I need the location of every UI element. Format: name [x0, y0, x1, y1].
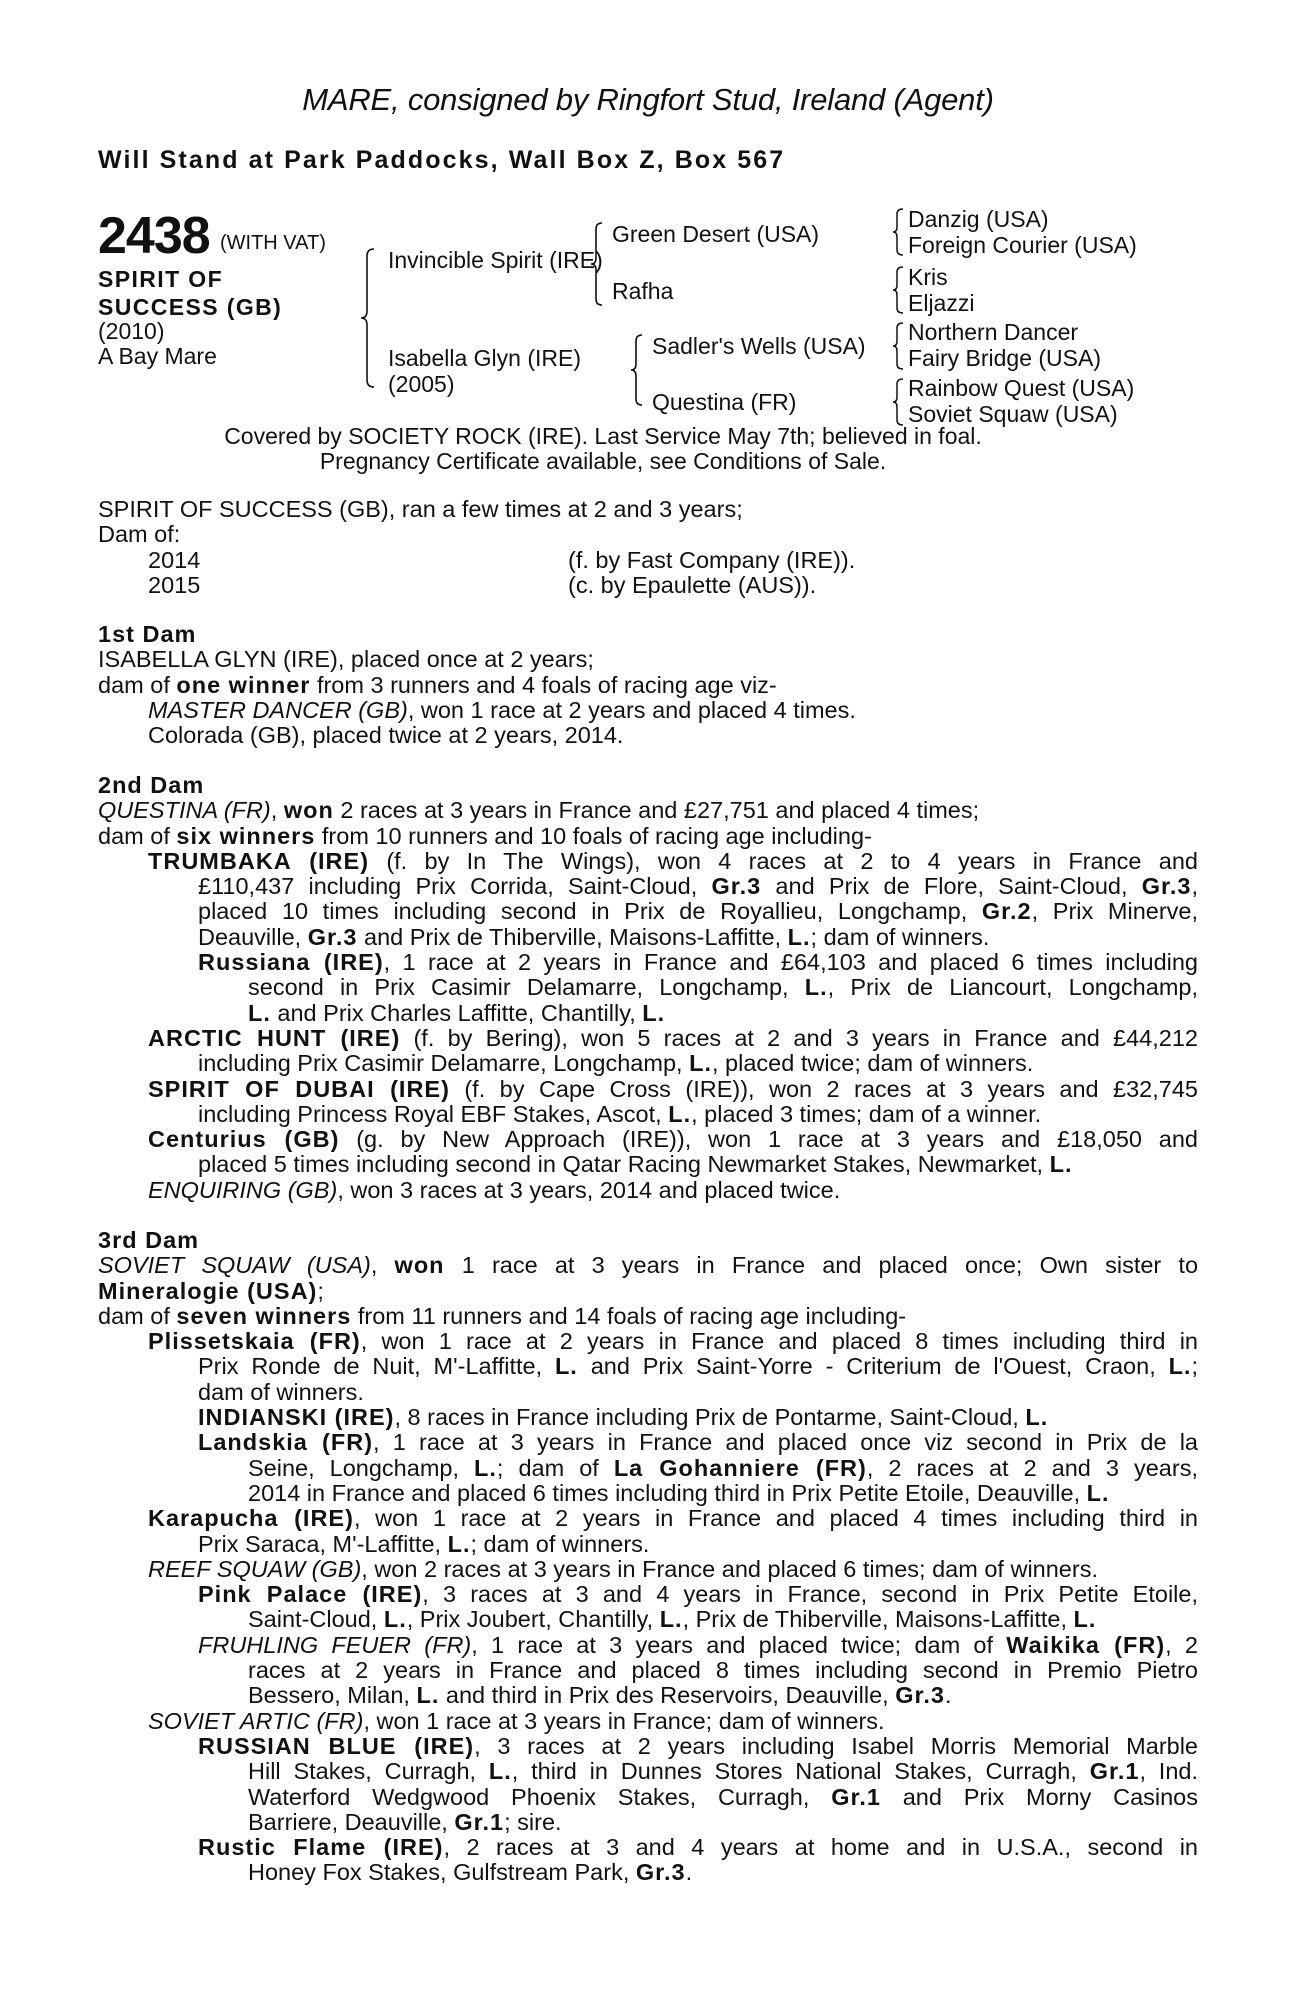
pedigree-sire-sire: Green Desert (USA): [612, 221, 820, 247]
progeny-line: FRUHLING FEUER (FR), 1 race at 3 years and placed twice; dam of Waikika (FR), 2: [198, 1631, 1199, 1658]
produce-year: 2015: [148, 571, 201, 598]
progeny-line: Prix Ronde de Nuit, M'-Laffitte, L. and Prix Saint-Yorre - Criterium de l'Ouest, Craon, L.;: [198, 1353, 1198, 1380]
pedigree-brace-dam: [630, 334, 644, 406]
pedigree-brace-sd: [892, 266, 904, 314]
pedigree-brace-ds: [892, 322, 904, 370]
pedigree-ssd: Foreign Courier (USA): [908, 232, 1137, 258]
produce-detail: (f. by Fast Company (IRE)).: [568, 546, 856, 573]
progeny-line: INDIANSKI (IRE), 8 races in France including Prix de Pontarme, Saint-Cloud, L.: [198, 1404, 1049, 1431]
pedigree-dam: Isabella Glyn (IRE): [388, 345, 582, 371]
pedigree-dss: Northern Dancer: [908, 319, 1079, 345]
progeny-line: races at 2 years in France and placed 8 times including second in Premio Pietro: [248, 1657, 1198, 1684]
progeny-line: SPIRIT OF DUBAI (IRE) (f. by Cape Cross (IRE)), won 2 races at 3 years and £32,745: [148, 1075, 1198, 1102]
pedigree-sdd: Eljazzi: [908, 290, 975, 316]
progeny-line: Karapucha (IRE), won 1 race at 2 years in France and placed 4 times including third in: [148, 1505, 1198, 1532]
produce-row: [98, 548, 1198, 573]
first-dam-section: [98, 622, 1198, 748]
pedigree-brace-dd: [892, 378, 904, 426]
covered-line1: Covered by SOCIETY ROCK (IRE). Last Service May 7th; believed in foal.: [224, 423, 982, 449]
progeny-line: Pink Palace (IRE), 3 races at 3 and 4 years in France, second in Prix Petite Etoile,: [198, 1581, 1198, 1608]
pedigree-sire-dam: Rafha: [612, 278, 674, 304]
pedigree-dam-year: (2005): [388, 371, 455, 397]
progeny-line: Rustic Flame (IRE), 2 races at 3 and 4 years at home and in U.S.A., second in: [198, 1834, 1198, 1861]
dam-line: dam of six winners from 10 runners and 10 foals of racing age including-: [98, 822, 872, 849]
progeny-line: Seine, Longchamp, L.; dam of La Gohanniere (FR), 2 races at 2 and 3 years,: [248, 1454, 1198, 1481]
horse-name: [98, 265, 282, 321]
produce-year: 2014: [148, 546, 201, 573]
consignment-heading: MARE, consigned by Ringfort Stud, Ireland (Agent): [302, 82, 994, 117]
covered-line2: Pregnancy Certificate available, see Conditions of Sale.: [319, 448, 887, 474]
horse-name-line1: SPIRIT OF: [98, 266, 224, 292]
vat-note: (WITH VAT): [220, 232, 326, 254]
produce-row: [98, 573, 1198, 598]
pedigree-ddd: Soviet Squaw (USA): [908, 401, 1118, 427]
progeny-line: Plissetskaia (FR), won 1 race at 2 years in France and placed 8 times including third in: [148, 1328, 1198, 1355]
progeny-line: ARCTIC HUNT (IRE) (f. by Bering), won 5 races at 2 and 3 years in France and £44,212: [148, 1024, 1198, 1051]
progeny-line: second in Prix Casimir Delamarre, Longchamp, L., Prix de Liancourt, Longchamp,: [248, 974, 1198, 1001]
progeny-line: MASTER DANCER (GB), won 1 race at 2 years and placed 4 times.: [148, 696, 856, 723]
pedigree-brace-ss: [892, 208, 904, 256]
second-dam-section: [98, 773, 1198, 1203]
pedigree-dds: Rainbow Quest (USA): [908, 375, 1135, 401]
pedigree-brace-main: [360, 248, 376, 388]
progeny-line: L. and Prix Charles Laffitte, Chantilly, L.: [248, 999, 666, 1026]
progeny-line: Bessero, Milan, L. and third in Prix des Reservoirs, Deauville, Gr.3.: [248, 1682, 952, 1709]
progeny-line: SOVIET ARTIC (FR), won 1 race at 3 years in France; dam of winners.: [148, 1707, 885, 1734]
dam-line: SOVIET SQUAW (USA), won 1 race at 3 years in France and placed once; Own sister to: [98, 1252, 1199, 1279]
dam-line: dam of seven winners from 11 runners and 14 foals of racing age including-: [98, 1302, 907, 1329]
progeny-line: placed 5 times including second in Qatar Racing Newmarket Stakes, Newmarket, L.: [198, 1151, 1073, 1178]
produce-record: [98, 497, 1198, 598]
progeny-line: Colorada (GB), placed twice at 2 years, 2014.: [148, 722, 624, 749]
progeny-line: Prix Saraca, M'-Laffitte, L.; dam of winners.: [198, 1530, 650, 1557]
third-dam-section: [98, 1228, 1198, 1886]
progeny-line: 2014 in France and placed 6 times including third in Prix Petite Etoile, Deauville, L.: [248, 1479, 1110, 1506]
progeny-line: REEF SQUAW (GB), won 2 races at 3 years in France and placed 6 times; dam of winners.: [148, 1555, 1098, 1582]
lot-number: 2438: [98, 207, 210, 265]
stand-location: Will Stand at Park Paddocks, Wall Box Z, Box 567: [98, 146, 786, 174]
progeny-line: Hill Stakes, Curragh, L., third in Dunnes Stores National Stakes, Curragh, Gr.1, Ind.: [248, 1758, 1198, 1785]
dam-line: Mineralogie (USA);: [98, 1277, 324, 1304]
pedigree-dsd: Fairy Bridge (USA): [908, 345, 1101, 371]
progeny-line: Centurius (GB) (g. by New Approach (IRE)), won 1 race at 3 years and £18,050 and: [148, 1126, 1198, 1153]
progeny-line: Honey Fox Stakes, Gulfstream Park, Gr.3.: [248, 1859, 693, 1886]
produce-detail: (c. by Epaulette (AUS)).: [568, 571, 817, 598]
horse-year: (2010): [98, 318, 165, 344]
dam-line: dam of one winner from 3 runners and 4 foals of racing age viz-: [98, 671, 777, 698]
progeny-line: Saint-Cloud, L., Prix Joubert, Chantilly, L., Prix de Thiberville, Maisons-Laffitte, L.: [248, 1606, 1097, 1633]
progeny-line: including Prix Casimir Delamarre, Longchamp, L., placed twice; dam of winners.: [198, 1050, 1034, 1077]
progeny-line: placed 10 times including second in Prix de Royallieu, Longchamp, Gr.2, Prix Minerve,: [198, 898, 1199, 925]
progeny-line: TRUMBAKA (IRE) (f. by In The Wings), won 4 races at 2 to 4 years in France and: [148, 847, 1198, 874]
progeny-line: dam of winners.: [198, 1378, 364, 1405]
progeny-line: RUSSIAN BLUE (IRE), 3 races at 2 years including Isabel Morris Memorial Marble: [198, 1732, 1199, 1759]
progeny-line: Landskia (FR), 1 race at 3 years in France and placed once viz second in Prix de la: [198, 1429, 1198, 1456]
section-title: 1st Dam: [98, 621, 197, 647]
progeny-line: Russiana (IRE), 1 race at 2 years in France and £64,103 and placed 6 times including: [198, 949, 1199, 976]
pedigree-dam-sire: Sadler's Wells (USA): [652, 333, 866, 359]
dam-line: ISABELLA GLYN (IRE), placed once at 2 years;: [98, 646, 594, 673]
pedigree-sire: Invincible Spirit (IRE): [388, 247, 603, 273]
progeny-line: Barriere, Deauville, Gr.1; sire.: [248, 1808, 562, 1835]
horse-name-line2: SUCCESS (GB): [98, 294, 283, 320]
section-title: 3rd Dam: [98, 1227, 200, 1253]
pedigree-dam-dam: Questina (FR): [652, 389, 797, 415]
horse-description: A Bay Mare: [98, 343, 217, 369]
progeny-line: £110,437 including Prix Corrida, Saint-Cloud, Gr.3 and Prix de Flore, Saint-Cloud, Gr.3,: [198, 873, 1198, 900]
progeny-line: Deauville, Gr.3 and Prix de Thiberville, Maisons-Laffitte, L.; dam of winners.: [198, 923, 990, 950]
pedigree-sds: Kris: [908, 264, 948, 290]
progeny-line: ENQUIRING (GB), won 3 races at 3 years, 2014 and placed twice.: [148, 1176, 841, 1203]
pedigree-sss: Danzig (USA): [908, 206, 1049, 232]
progeny-line: Waterford Wedgwood Phoenix Stakes, Curragh, Gr.1 and Prix Morny Casinos: [248, 1783, 1198, 1810]
produce-dam-of: Dam of:: [98, 521, 181, 548]
section-title: 2nd Dam: [98, 772, 205, 798]
produce-intro: SPIRIT OF SUCCESS (GB), ran a few times at 2 and 3 years;: [98, 496, 743, 522]
progeny-line: including Princess Royal EBF Stakes, Ascot, L., placed 3 times; dam of a winner.: [198, 1100, 1042, 1127]
dam-line: QUESTINA (FR), won 2 races at 3 years in France and £27,751 and placed 4 times;: [98, 797, 980, 824]
covered-note: [98, 424, 1108, 474]
